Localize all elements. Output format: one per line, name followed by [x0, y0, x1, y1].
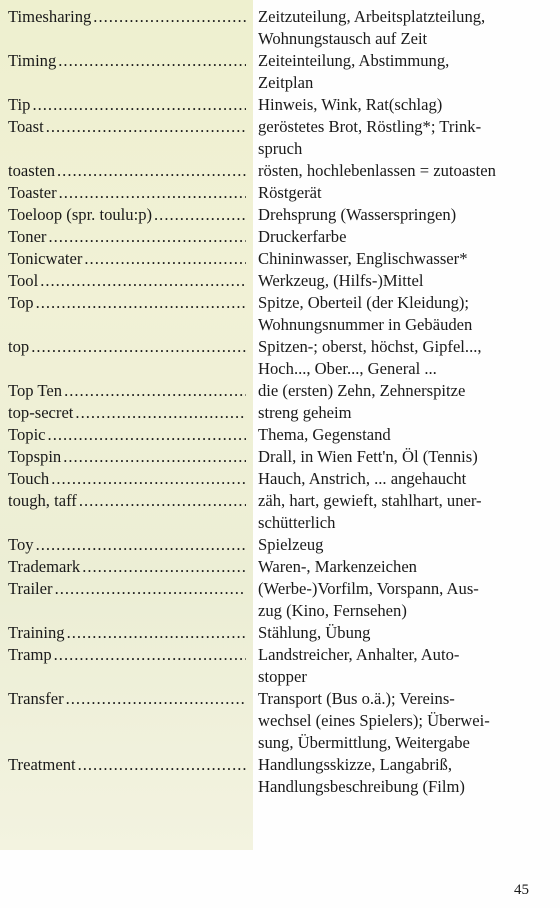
entry-definition: Landstreicher, Anhalter, Auto- stopper [258, 645, 460, 686]
dictionary-entry [0, 424, 560, 446]
entry-term [0, 644, 246, 666]
dot-leader [58, 50, 246, 72]
entry-definition: Spitze, Oberteil (der Kleidung); Wohnungsnummer in Gebäuden [258, 293, 473, 334]
entry-term-text: Tip [8, 95, 31, 114]
entry-term [0, 468, 246, 490]
dot-leader [40, 270, 246, 292]
entry-definition: Thema, Gegenstand [258, 425, 391, 444]
entry-list [0, 6, 560, 798]
entry-definition: Hauch, Anstrich, ... angehaucht [258, 469, 467, 488]
entry-definition: Stählung, Übung [258, 623, 371, 642]
dictionary-entry [0, 204, 560, 226]
entry-term [0, 622, 246, 644]
dictionary-entry [0, 182, 560, 204]
entry-definition: Zeiteinteilung, Abstimmung, Zeitplan [258, 51, 450, 92]
entry-term [0, 490, 246, 512]
dot-leader [63, 446, 246, 468]
entry-definition: Röstgerät [258, 183, 322, 202]
dot-leader [57, 160, 246, 182]
dot-leader [46, 116, 246, 138]
dot-leader [51, 468, 246, 490]
dot-leader [48, 424, 246, 446]
dot-leader [67, 622, 246, 644]
entry-term-text: Tonicwater [8, 249, 83, 268]
dictionary-entry [0, 380, 560, 402]
entry-term [0, 556, 246, 578]
entry-term-text: Toner [8, 227, 47, 246]
dictionary-entry [0, 490, 560, 534]
dot-leader [48, 226, 246, 248]
entry-term-text: Toy [8, 535, 34, 554]
entry-definition: Spielzeug [258, 535, 324, 554]
entry-definition: geröstetes Brot, Röstling*; Trink- spruch [258, 117, 482, 158]
entry-term [0, 534, 246, 556]
dot-leader [31, 336, 246, 358]
entry-definition: (Werbe-)Vorfilm, Vorspann, Aus- zug (Kino, Fernsehen) [258, 579, 479, 620]
dictionary-entry [0, 336, 560, 380]
entry-term [0, 50, 246, 72]
entry-term-text: Treatment [8, 755, 76, 774]
entry-definition: Druckerfarbe [258, 227, 347, 246]
entry-definition: Transport (Bus o.ä.); Vereins- wechsel (eines Spielers); Überwei- sung, Übermittlung, Weitergabe [258, 689, 490, 752]
dictionary-entry [0, 402, 560, 424]
entry-term [0, 292, 246, 314]
entry-term [0, 380, 246, 402]
entry-term [0, 182, 246, 204]
entry-definition: Zeitzuteilung, Arbeitsplatzteilung, Wohnungstausch auf Zeit [258, 7, 486, 48]
entry-definition: rösten, hochlebenlassen = zutoasten [258, 161, 496, 180]
entry-term [0, 270, 246, 292]
entry-term [0, 248, 246, 270]
entry-term [0, 204, 246, 226]
dictionary-entry [0, 446, 560, 468]
entry-term [0, 446, 246, 468]
entry-term [0, 116, 246, 138]
entry-term [0, 94, 246, 116]
entry-term-text: Touch [8, 469, 50, 488]
dot-leader [78, 754, 246, 776]
entry-definition: Waren-, Markenzeichen [258, 557, 417, 576]
entry-term-text: Training [8, 623, 65, 642]
entry-definition: Hinweis, Wink, Rat(schlag) [258, 95, 443, 114]
entry-term-text: top-secret [8, 403, 74, 422]
entry-definition: streng geheim [258, 403, 352, 422]
dictionary-entry [0, 248, 560, 270]
entry-definition: Drall, in Wien Fett'n, Öl (Tennis) [258, 447, 478, 466]
dictionary-entry [0, 6, 560, 50]
dot-leader [75, 402, 246, 424]
entry-term-text: Toaster [8, 183, 57, 202]
entry-term-text: top [8, 337, 30, 356]
dot-leader [36, 292, 246, 314]
page-number: 45 [514, 882, 529, 898]
dot-leader [54, 644, 246, 666]
dictionary-entry [0, 556, 560, 578]
entry-definition: zäh, hart, gewieft, stahlhart, uner- schütterlich [258, 491, 482, 532]
entry-term-text: Topspin [8, 447, 62, 466]
entry-term-text: Timing [8, 51, 57, 70]
entry-definition: Spitzen-; oberst, höchst, Gipfel..., Hoch..., Ober..., General ... [258, 337, 482, 378]
entry-term-text: Tool [8, 271, 39, 290]
entry-term-text: Transfer [8, 689, 64, 708]
entry-term-text: Toast [8, 117, 44, 136]
dictionary-entry [0, 622, 560, 644]
dictionary-entry [0, 534, 560, 556]
dictionary-entry [0, 644, 560, 688]
entry-definition: Chininwasser, Englischwasser* [258, 249, 468, 268]
entry-term-text: Top Ten [8, 381, 63, 400]
entry-term-text: Tramp [8, 645, 52, 664]
dot-leader [154, 204, 246, 226]
dot-leader [84, 248, 246, 270]
entry-definition: Werkzeug, (Hilfs-)Mittel [258, 271, 424, 290]
entry-term-text: Trailer [8, 579, 53, 598]
entry-term-text: Timesharing [8, 7, 92, 26]
dictionary-entry [0, 754, 560, 798]
entry-term [0, 688, 246, 710]
entry-term-text: Toeloop (spr. toulu:p) [8, 205, 153, 224]
entry-term [0, 6, 246, 28]
entry-term [0, 754, 246, 776]
dictionary-entry [0, 226, 560, 248]
dot-leader [55, 578, 246, 600]
dot-leader [93, 6, 246, 28]
entry-term-text: tough, taff [8, 491, 77, 510]
dictionary-entry [0, 270, 560, 292]
dictionary-entry [0, 468, 560, 490]
dictionary-entry [0, 160, 560, 182]
dot-leader [66, 688, 246, 710]
dot-leader [32, 94, 246, 116]
entry-term [0, 226, 246, 248]
entry-term [0, 160, 246, 182]
dot-leader [59, 182, 246, 204]
dot-leader [36, 534, 246, 556]
entry-definition: Drehsprung (Wasserspringen) [258, 205, 457, 224]
entry-term-text: toasten [8, 161, 56, 180]
entry-term [0, 424, 246, 446]
entry-term [0, 336, 246, 358]
dictionary-entry [0, 292, 560, 336]
dot-leader [82, 556, 246, 578]
dictionary-entry [0, 50, 560, 94]
entry-term [0, 578, 246, 600]
entry-term-text: Trademark [8, 557, 81, 576]
entry-term-text: Top [8, 293, 34, 312]
entry-term-text: Topic [8, 425, 46, 444]
dictionary-entry [0, 94, 560, 116]
dictionary-entry [0, 688, 560, 754]
entry-term [0, 402, 246, 424]
entry-definition: Handlungsskizze, Langabriß, Handlungsbeschreibung (Film) [258, 755, 465, 796]
dictionary-entry [0, 578, 560, 622]
dot-leader [79, 490, 246, 512]
dot-leader [64, 380, 246, 402]
dictionary-entry [0, 116, 560, 160]
entry-definition: die (ersten) Zehn, Zehnerspitze [258, 381, 466, 400]
